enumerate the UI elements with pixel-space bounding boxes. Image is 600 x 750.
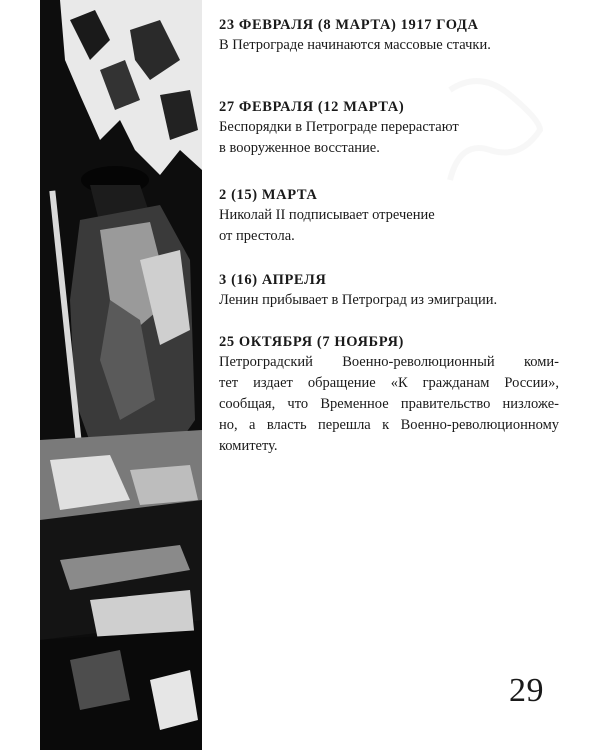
historical-photo [40, 0, 202, 750]
timeline-entry [219, 16, 559, 56]
event-description [219, 352, 559, 457]
event-description [219, 117, 559, 159]
timeline-entry [219, 271, 559, 311]
event-date: 27 ФЕВРАЛЯ (12 МАРТА) [219, 99, 405, 115]
event-date: 25 ОКТЯБРЯ (7 НОЯБРЯ) [219, 334, 404, 350]
event-line: в вооруженное восстание. [219, 140, 380, 156]
event-date: 2 (15) МАРТА [219, 187, 318, 203]
event-date: 3 (16) АПРЕЛЯ [219, 272, 327, 288]
event-line: Беспорядки в Петрограде перерастают [219, 119, 459, 135]
event-line: от престола. [219, 228, 295, 244]
soldier-photo-icon [40, 0, 202, 750]
event-line: Николай II подписывает отречение [219, 207, 435, 223]
event-line: тет издает обращение «К гражданам России», [219, 375, 559, 391]
event-line: сообщая, что Временное правительство низложе- [219, 396, 559, 412]
page-number: 29 [509, 672, 544, 709]
timeline-entry [219, 98, 559, 159]
event-line: комитету. [219, 438, 278, 454]
timeline-entry [219, 333, 559, 457]
event-line: Петроградский Военно-революционный коми- [219, 354, 559, 370]
event-line: Ленин прибывает в Петроград из эмиграции. [219, 292, 498, 308]
event-date: 23 ФЕВРАЛЯ (8 МАРТА) 1917 ГОДА [219, 17, 479, 33]
event-description [219, 35, 559, 56]
event-line: В Петрограде начинаются массовые стачки. [219, 37, 491, 53]
event-description [219, 205, 559, 247]
event-line: но, а власть перешла к Военно-революционному [219, 417, 559, 433]
timeline-entry [219, 186, 559, 247]
event-description [219, 290, 559, 311]
